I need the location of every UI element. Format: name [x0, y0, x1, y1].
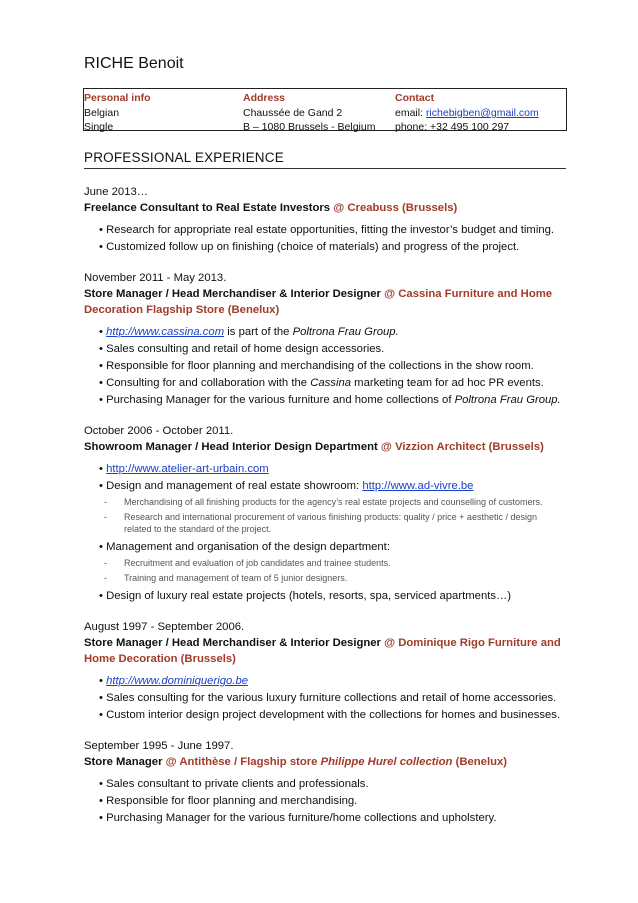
- job-bullets: [84, 222, 566, 256]
- job-date: October 2006 - October 2011.: [84, 425, 234, 437]
- job-role: Store Manager / Head Merchandiser & Interior Designer: [84, 288, 381, 300]
- job-company: @ Antithèse / Flagship store: [165, 756, 318, 768]
- email-link[interactable]: richebigben@gmail.com: [425, 107, 539, 119]
- bullet: [99, 461, 566, 478]
- bullet: • Sales consulting and retail of home design accessories.: [99, 341, 566, 358]
- job-company: @ Dominique Rigo Furniture and Home Decoration (Brussels): [84, 637, 561, 665]
- address-column: [243, 91, 375, 134]
- sub-bullets: [84, 496, 566, 535]
- bullet: • Sales consultant to private clients and professionals.: [99, 776, 566, 793]
- sub-bullets: [84, 557, 566, 584]
- job-bullets: [84, 539, 566, 556]
- bullet-italic: Cassina: [310, 377, 352, 389]
- job-company: @ Creabuss (Brussels): [333, 202, 458, 214]
- bullet: • Management and organisation of the design department:: [99, 539, 566, 556]
- ad-vivre-link[interactable]: http://www.ad-vivre.be: [362, 480, 474, 492]
- job-bullets: [84, 324, 566, 409]
- bullet: • Responsible for floor planning and merchandising of the collections in the show room.: [99, 358, 566, 375]
- bullet-text: Purchasing Manager for the various furniture and home collections of: [106, 394, 455, 406]
- contact-header: Contact: [395, 92, 435, 104]
- city: B – 1080 Brussels - Belgium: [243, 121, 376, 133]
- job-entry: [84, 738, 566, 827]
- job-title: [84, 635, 566, 667]
- personal-info-header: Personal info: [84, 92, 151, 104]
- contact-column: [395, 91, 539, 134]
- sub-bullet: - Recruitment and evaluation of job candidates and trainee students.: [104, 557, 566, 569]
- job-title: [84, 439, 566, 455]
- job-date: September 1995 - June 1997.: [84, 740, 234, 752]
- job-role: Store Manager: [84, 756, 163, 768]
- personal-info-column: [84, 91, 151, 134]
- bullet: • Customized follow up on finishing (choice of materials) and progress of the project.: [99, 239, 566, 256]
- sub-bullet: - Research and international procurement of various finishing products: quality / price + aesthetic / design related to the standard of the project.: [104, 511, 566, 535]
- job-company-suffix: (Benelux): [455, 756, 508, 768]
- street: Chaussée de Gand 2: [243, 107, 343, 119]
- bullet: [99, 392, 566, 409]
- job-date: June 2013…: [84, 186, 149, 198]
- job-title: [84, 286, 566, 318]
- atelier-link[interactable]: http://www.atelier-art-urbain.com: [106, 463, 269, 475]
- job-role: Freelance Consultant to Real Estate Investors: [84, 202, 331, 214]
- bullet: • Custom interior design project development with the collections for homes and businesses.: [99, 707, 566, 724]
- bullet-text: marketing team for ad hoc PR events.: [351, 377, 544, 389]
- bullet: • Research for appropriate real estate opportunities, fitting the investor’s budget and timing.: [99, 222, 566, 239]
- job-bullets: [84, 588, 566, 605]
- job-company-italic: Philippe Hurel collection: [320, 756, 453, 768]
- bullet: [99, 478, 566, 495]
- job-entry: [84, 423, 566, 605]
- dominiquerigo-link[interactable]: http://www.dominiquerigo.be: [106, 675, 249, 687]
- info-box: [83, 88, 567, 131]
- job-bullets: [84, 673, 566, 724]
- job-date: August 1997 - September 2006.: [84, 621, 245, 633]
- candidate-name: RICHE Benoit: [84, 55, 184, 72]
- section-title: PROFESSIONAL EXPERIENCE: [84, 150, 566, 169]
- job-entry: [84, 270, 566, 409]
- address-header: Address: [243, 92, 286, 104]
- job-role: Showroom Manager / Head Interior Design Department: [84, 441, 378, 453]
- bullet: • Purchasing Manager for the various furniture/home collections and upholstery.: [99, 810, 566, 827]
- email-label: email:: [395, 107, 426, 119]
- email-line: [395, 106, 539, 120]
- phone: phone: +32 495 100 297: [395, 121, 510, 133]
- marital-status: Single: [84, 121, 114, 133]
- bullet: [99, 673, 566, 690]
- job-bullets: [84, 461, 566, 495]
- bullet-italic: Poltrona Frau Group.: [454, 394, 561, 406]
- job-entry: [84, 619, 566, 724]
- job-entry: [84, 184, 566, 256]
- bullet: [99, 324, 566, 341]
- experience-list: [84, 184, 566, 841]
- bullet-text: Consulting for and collaboration with the: [106, 377, 311, 389]
- bullet: • Responsible for floor planning and merchandising.: [99, 793, 566, 810]
- job-title: [84, 200, 566, 216]
- job-company: @ Cassina Furniture and Home Decoration Flagship Store (Benelux): [84, 288, 553, 316]
- cassina-link[interactable]: http://www.cassina.com: [106, 326, 225, 338]
- nationality: Belgian: [84, 107, 120, 119]
- job-bullets: [84, 776, 566, 827]
- bullet: • Sales consulting for the various luxury furniture collections and retail of home accessories.: [99, 690, 566, 707]
- bullet: [99, 375, 566, 392]
- sub-bullet: - Training and management of team of 5 junior designers.: [104, 572, 566, 584]
- bullet-text: Design and management of real estate showroom:: [106, 480, 363, 492]
- job-date: November 2011 - May 2013.: [84, 272, 227, 284]
- bullet-text: is part of the: [224, 326, 293, 338]
- sub-bullet: - Merchandising of all finishing products for the agency’s real estate projects and counselling of customers.: [104, 496, 566, 508]
- job-company: @ Vizzion Architect (Brussels): [380, 441, 544, 453]
- bullet-italic: Poltrona Frau Group.: [292, 326, 399, 338]
- job-role: Store Manager / Head Merchandiser & Interior Designer: [84, 637, 381, 649]
- job-title: [84, 754, 566, 770]
- bullet: • Design of luxury real estate projects (hotels, resorts, spa, serviced apartments…): [99, 588, 566, 605]
